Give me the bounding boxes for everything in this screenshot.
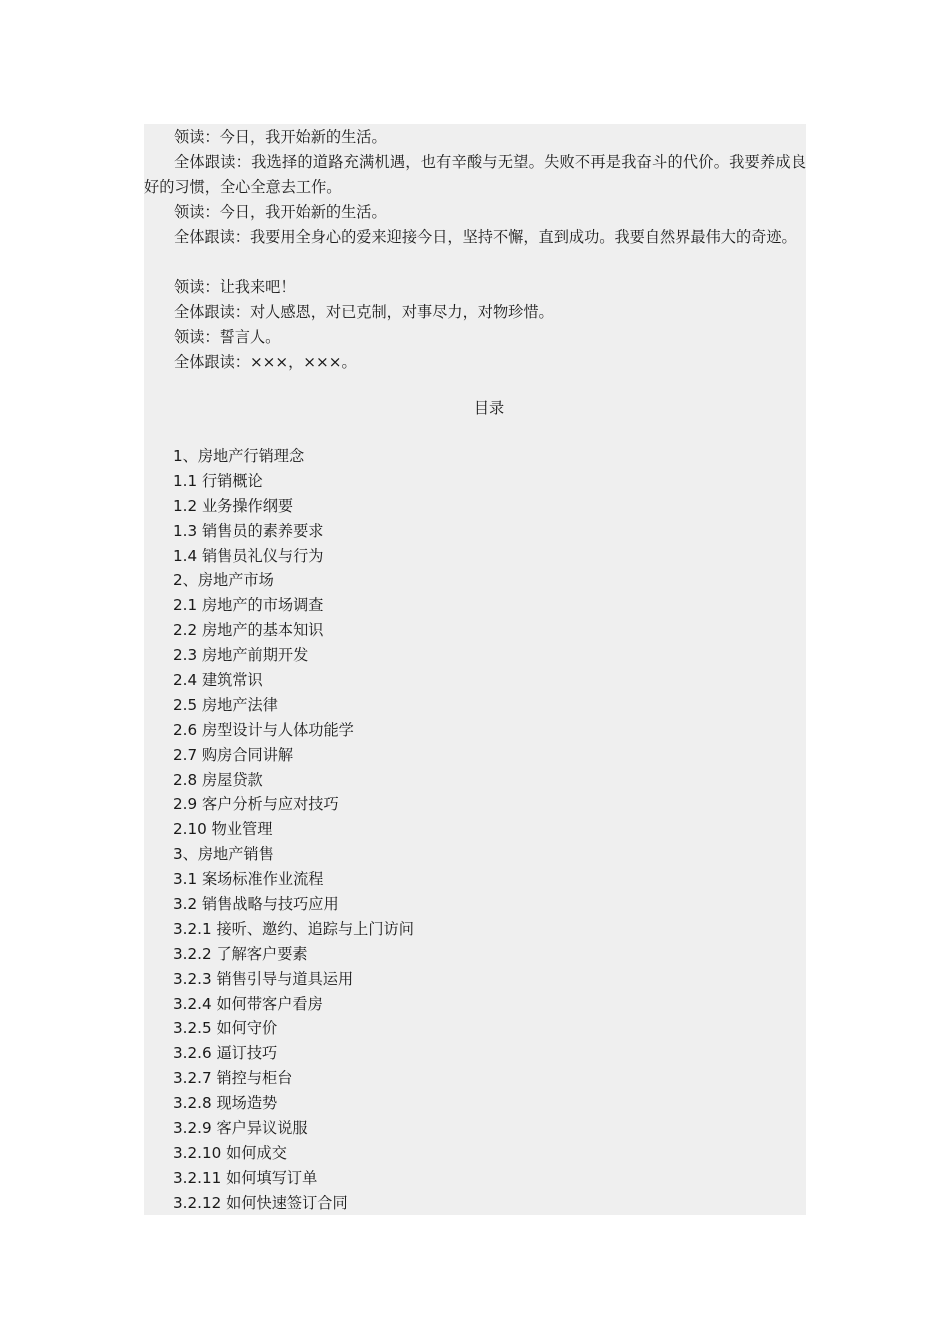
toc-item: 3.2.8 现场造势 [173, 1094, 278, 1113]
toc-item: 3.2 销售战略与技巧应用 [173, 895, 339, 914]
toc-item: 1.2 业务操作纲要 [173, 496, 294, 515]
toc-item: 2.9 客户分析与应对技巧 [173, 795, 339, 814]
toc-item: 2.5 房地产法律 [173, 695, 278, 714]
toc-item: 3.2.2 了解客户要素 [173, 944, 308, 963]
toc-item: 3.2.9 客户异议说服 [173, 1119, 308, 1138]
toc-item: 2.3 房地产前期开发 [173, 646, 309, 665]
toc-item: 2.10 物业管理 [173, 820, 273, 839]
toc-title: 目录 [473, 399, 505, 417]
toc-item: 3.2.4 如何带客户看房 [173, 994, 323, 1013]
pledge-line: 领读：让我来吧！ [174, 278, 296, 296]
toc-item: 1.1 行销概论 [173, 471, 263, 490]
toc-item: 2.8 房屋贷款 [173, 770, 263, 789]
toc-list [173, 444, 414, 1216]
toc-item: 2.7 购房合同讲解 [173, 745, 294, 764]
toc-item: 3.2.12 如何快速签订合同 [173, 1193, 348, 1212]
pledge-line: 全体跟读：我选择的道路充满机遇，也有辛酸与无望。失败不再是我奋斗的代价。我要养成良好的习惯，全心全意去工作。 [144, 153, 806, 196]
toc-item: 3.2.5 如何守价 [173, 1019, 278, 1038]
toc-item: 3.2.6 逼订技巧 [173, 1044, 278, 1063]
toc-item: 3.2.7 销控与柜台 [173, 1069, 293, 1088]
pledge-line: 全体跟读：对人感恩，对已克制，对事尽力，对物珍惜。 [174, 303, 554, 321]
toc-item: 3.2.10 如何成交 [173, 1143, 287, 1162]
toc-item: 2.4 建筑常识 [173, 671, 263, 690]
toc-item: 2.6 房型设计与人体功能学 [173, 720, 354, 739]
toc-item: 3.2.11 如何填写订单 [173, 1168, 318, 1187]
toc-item: 3.2.3 销售引导与道具运用 [173, 969, 354, 988]
pledge-line: 全体跟读：我要用全身心的爱来迎接今日，坚持不懈，直到成功。我要自然界最伟大的奇迹。 [174, 228, 797, 246]
toc-item: 2、房地产市场 [173, 571, 274, 590]
toc-item: 3、房地产销售 [173, 845, 274, 864]
toc-item: 2.2 房地产的基本知识 [173, 621, 324, 640]
document-page [144, 124, 806, 1215]
toc-item: 1、房地产行销理念 [173, 447, 305, 465]
pledge-line: 领读：今日，我开始新的生活。 [174, 203, 387, 221]
toc-item: 1.4 销售员礼仪与行为 [173, 546, 324, 565]
toc-item: 3.1 案场标准作业流程 [173, 870, 324, 889]
pledge-line: 领读：誓言人。 [174, 328, 281, 346]
toc-item: 2.1 房地产的市场调查 [173, 596, 324, 615]
toc-item: 1.3 销售员的素养要求 [173, 521, 324, 540]
toc-item: 3.2.1 接听、邀约、追踪与上门访问 [173, 919, 414, 938]
pledge-line: 领读：今日，我开始新的生活。 [174, 128, 387, 146]
pledge-line: 全体跟读：×××，×××。 [174, 353, 357, 371]
